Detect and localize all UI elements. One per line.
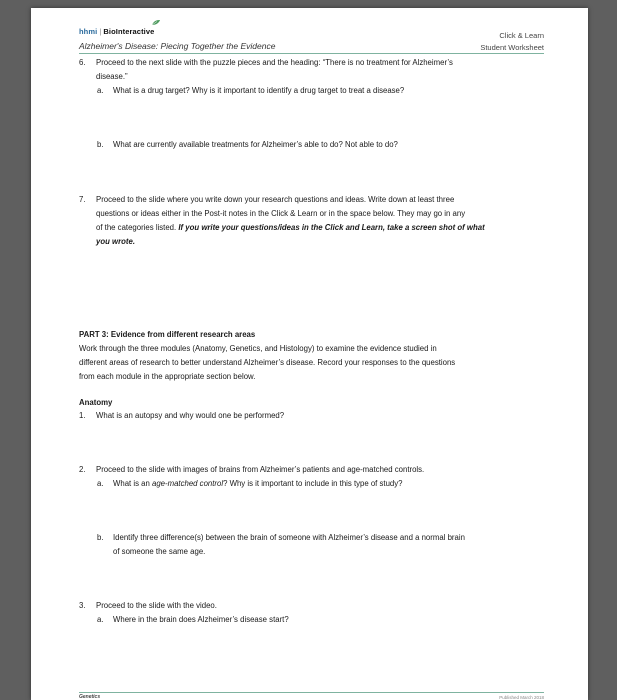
q6a-text: What is a drug target? Why is it important to identify a drug target to treat a disease? <box>113 86 405 95</box>
header-divider <box>79 53 544 54</box>
anatomy-q2a-text <box>113 477 403 490</box>
anatomy-q3-text: Proceed to the slide with the video. <box>96 601 217 610</box>
q6b-label: b. <box>97 140 104 149</box>
q6-number: 6. <box>79 58 86 67</box>
q7-number: 7. <box>79 195 86 204</box>
anatomy-q2-text: Proceed to the slide with images of brains from Alzheimer’s patients and age-matched controls. <box>96 465 425 474</box>
anatomy-q3a-text: Where in the brain does Alzheimer’s disease start? <box>113 615 289 624</box>
header-right <box>480 30 544 54</box>
logo-hhmi: hhmi <box>79 27 98 36</box>
footer-published-date: Published March 2018 <box>499 695 544 700</box>
q6-text-line1: Proceed to the next slide with the puzzle pieces and the heading: “There is no treatment for Alzheimer’s <box>96 58 453 67</box>
logo-biointeractive: BioInteractive <box>103 27 155 36</box>
anatomy-q2b-line1: Identify three difference(s) between the brain of someone with Alzheimer’s disease and a normal brain <box>113 533 465 542</box>
q7-line3 <box>96 221 485 234</box>
student-worksheet-label: Student Worksheet <box>480 43 544 52</box>
part3-heading: PART 3: Evidence from different research areas <box>79 330 256 339</box>
anatomy-q3a-label: a. <box>97 615 104 624</box>
part3-line3: from each module in the appropriate section below. <box>79 372 256 381</box>
footer-section-label: Genetics <box>79 694 101 700</box>
part3-line1: Work through the three modules (Anatomy, Genetics, and Histology) to examine the evidence studied in <box>79 344 437 353</box>
q2a-post: ? Why is it important to include in this type of study? <box>223 479 403 488</box>
anatomy-heading: Anatomy <box>79 398 113 407</box>
anatomy-q2b-line2: of someone the same age. <box>113 547 206 556</box>
anatomy-q2b-label: b. <box>97 533 104 542</box>
document-title: Alzheimer's Disease: Piecing Together the Evidence <box>79 41 276 51</box>
anatomy-q1-text: What is an autopsy and why would one be performed? <box>96 411 285 420</box>
anatomy-q2a-label: a. <box>97 479 104 488</box>
q2a-pre: What is an <box>113 479 152 488</box>
q7-line3-bold: If you write your questions/ideas in the Click and Learn, take a screen shot of what <box>178 223 485 232</box>
q7-line2: questions or ideas either in the Post-it notes in the Click & Learn or in the space below. They may go in any <box>96 209 466 218</box>
footer-divider <box>79 692 544 693</box>
q7-line1: Proceed to the slide where you write down your research questions and ideas. Write down at least three <box>96 195 455 204</box>
worksheet-page <box>31 8 588 700</box>
anatomy-q2-number: 2. <box>79 465 86 474</box>
click-learn-label: Click & Learn <box>499 31 544 40</box>
q2a-italic: age-matched control <box>152 479 224 488</box>
leaf-icon <box>151 19 161 26</box>
q6b-text: What are currently available treatments for Alzheimer’s able to do? Not able to do? <box>113 140 398 149</box>
q7-line3-plain: of the categories listed. <box>96 223 179 232</box>
anatomy-q3-number: 3. <box>79 601 86 610</box>
q7-line4: you wrote. <box>96 237 135 246</box>
part3-line2: different areas of research to better understand Alzheimer’s disease. Record your responses to the questions <box>79 358 456 367</box>
hhmi-biointeractive-logo <box>79 27 154 36</box>
q6-text-line2: disease.” <box>96 72 128 81</box>
anatomy-q1-number: 1. <box>79 411 86 420</box>
q6a-label: a. <box>97 86 104 95</box>
logo-divider: | <box>99 27 102 36</box>
